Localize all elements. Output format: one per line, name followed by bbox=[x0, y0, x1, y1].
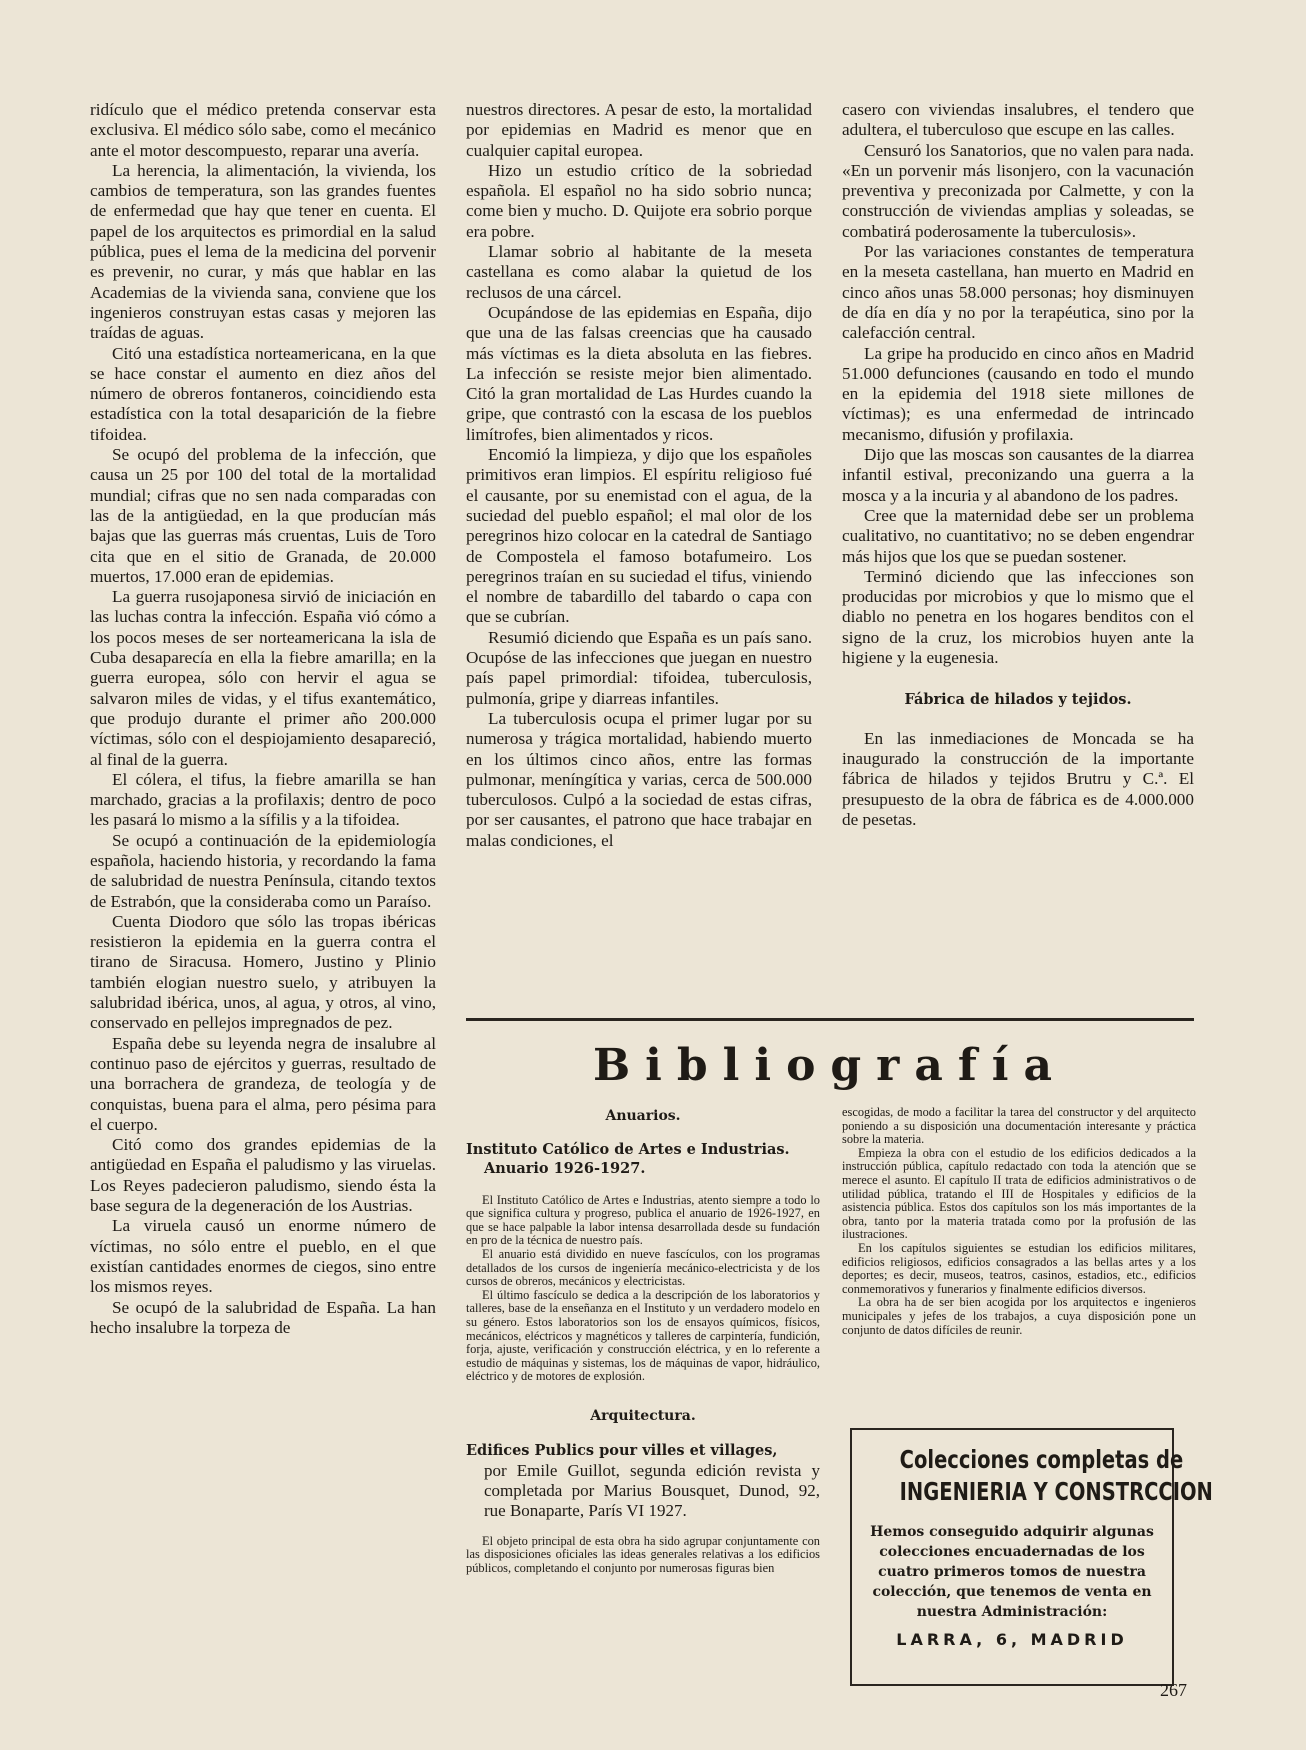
paragraph: Dijo que las moscas son causantes de la diarrea infantil estival, preconizando una guerra a la mosca y a la incuria y al abandono de los padres. bbox=[842, 445, 1194, 505]
book-citation: por Emile Guillot, segunda edición revista y completada por Marius Bousquet, Dunod, 92, rue Bonaparte, París VI 1927. bbox=[484, 1460, 820, 1520]
article-column-3 bbox=[842, 100, 1194, 830]
paragraph: Cuenta Diodoro que sólo las tropas ibéricas resistieron la epidemia en la guerra contra el tirano de Siracusa. Homero, Justino y Plinio también elogian nuestro suelo, y atribuyen la salubridad ibérica, unos, al agua, y otros, al vino, conservado en pellejos impregnados de pez. bbox=[90, 911, 436, 1033]
advert-address: LARRA, 6, MADRID bbox=[896, 1630, 1128, 1649]
advertisement-box bbox=[850, 1428, 1213, 1686]
entry-title-line: Anuario 1926-1927. bbox=[484, 1159, 646, 1177]
paragraph: Cree que la maternidad debe ser un problema cualitativo, no cuantitativo; no se deben engendrar más hijos que los que se puedan sostener. bbox=[842, 505, 1194, 566]
paragraph: Encomió la limpieza, y dijo que los españoles primitivos eran limpios. El espíritu religioso fué el causante, por su enemistad con el agua, de la suciedad del pueblo español; el mal olor de los peregrinos hizo colocar en la catedral de Santiago de Compostela el famoso botafumeiro. Los peregrinos traían en su suciedad el tifus, viniendo el nombre de tabardillo del tabardo o capa con que se cubrían. bbox=[466, 445, 812, 627]
page-number: 267 bbox=[1160, 1680, 1187, 1700]
article-column-1 bbox=[90, 100, 436, 1338]
paragraph: La obra ha de ser bien acogida por los arquitectos e ingenieros municipales y jefes de los trabajos, a cuya disposición pone un conjunto de datos difíciles de reunir. bbox=[842, 1295, 1196, 1337]
section-divider bbox=[466, 1018, 1194, 1021]
paragraph: El anuario está dividido en nueve fascículos, con los programas detallados de los cursos de ingeniería mecánico-electricista y de los cursos de obreros, mecánicos y electricistas. bbox=[466, 1246, 820, 1289]
paragraph: La herencia, la alimentación, la vivienda, los cambios de temperatura, son las grandes fuentes de enfermedad que hay que tener en cuenta. El papel de los arquitectos es primordial en la salud pública, pues el lema de la medicina del porvenir es prevenir, no curar, y más que hablar en las Academias de la vivienda sana, conviene que los ingenieros construyan estas casas y mejoren las traídas de aguas. bbox=[90, 160, 436, 343]
paragraph: Citó una estadística norteamericana, en la que se hace constar el aumento en diez años del número de obreros fontaneros, coincidiendo esta estadística con la total desaparición de la fiebre tifoidea. bbox=[90, 343, 436, 444]
entry-title-line: Instituto Católico de Artes e Industrias. bbox=[466, 1140, 790, 1158]
article-column-2 bbox=[466, 100, 812, 851]
paragraph: Hizo un estudio crítico de la sobriedad española. El español no ha sido sobrio nunca; come bien y mucho. D. Quijote era sobrio porque era pobre. bbox=[466, 160, 812, 241]
paragraph: La gripe ha producido en cinco años en Madrid 51.000 defunciones (causando en todo el mundo en la epidemia del 1918 siete millones de víctimas); es una enfermedad de intrincado mecanismo, difusión y profilaxia. bbox=[842, 343, 1194, 444]
paragraph: Se ocupó del problema de la infección, que causa un 25 por 100 del total de la mortalidad mundial; cifras que no sen nada comparadas con las de la antigüedad, en la que producían más bajas que las guerras más cruentas, Luis de Toro cita que en el sitio de Granada, de 20.000 muertos, 17.000 eran de epidemias. bbox=[90, 445, 436, 586]
paragraph: La guerra rusojaponesa sirvió de iniciación en las luchas contra la infección. España vió cómo a los pocos meses de ser norteamericana la isla de Cuba desaparecía en ella la fiebre amarilla; en la guerra europea, sólo con hervir el agua se salvaron miles de vidas, y el tifus exantemático, que produjo durante el primer año 200.000 víctimas, sólo con el despiojamiento desapareció, al final de la guerra. bbox=[90, 587, 436, 769]
paragraph: Citó como dos grandes epidemias de la antigüedad en España el paludismo y las viruelas. Los Reyes padecieron paludismo, siendo ésta la base segura de la degeneración de los Austrias. bbox=[90, 1135, 436, 1216]
paragraph: España debe su leyenda negra de insalubre al continuo paso de ejércitos y guerras, resultado de una borrachera de grandeza, de teología y de conquistas, buena para el alma, pero pésima para el cuerpo. bbox=[90, 1033, 436, 1134]
paragraph: Censuró los Sanatorios, que no valen para nada. «En un porvenir más lisonjero, con la vacunación preventiva y preconizada por Calmette, y con la construcción de viviendas amplias y soleadas, se combatirá poderosamente la tuberculosis». bbox=[842, 140, 1194, 241]
paragraph: ridículo que el médico pretenda conservar esta exclusiva. El médico sólo sabe, como el mecánico ante el motor descompuesto, reparar una avería. bbox=[90, 100, 436, 160]
section-heading-arquitectura: Arquitectura. bbox=[590, 1407, 696, 1424]
book-title: Edifices Publics pour villes et villages, bbox=[466, 1441, 778, 1459]
paragraph: Se ocupó de la salubridad de España. La han hecho insalubre la torpeza de bbox=[90, 1297, 436, 1337]
bibliography-column-2 bbox=[842, 1106, 1196, 1337]
advert-heading: Colecciones completas de bbox=[899, 1445, 1184, 1474]
book-entry bbox=[466, 1440, 820, 1521]
factory-paragraph: En las inmediaciones de Moncada se ha inaugurado la construcción de la importante fábrica de hilados y tejidos Brutru y C.ª. El presupuesto de la obra de fábrica es de 4.000.000 de pesetas. bbox=[842, 728, 1194, 829]
paragraph: El cólera, el tifus, la fiebre amarilla se han marchado, gracias a la profilaxis; dentro de poco les pasará lo mismo a la sífilis y a la tifoidea. bbox=[90, 769, 436, 830]
bibliography-column-1 bbox=[466, 1110, 820, 1575]
paragraph: La viruela causó un enorme número de víctimas, no sólo entre el pueblo, en el que existían cantidades enormes de ciegos, sino entre los mismos reyes. bbox=[90, 1216, 436, 1297]
paragraph: El Instituto Católico de Artes e Industrias, atento siempre a todo lo que significa cultura y progreso, publica el anuario de 1926-1927, en que se hace palpable la labor intensa desarrollada desde su fundación en pro de la técnica de nuestro país. bbox=[466, 1192, 820, 1248]
section-heading-anuarios: Anuarios. bbox=[605, 1108, 681, 1124]
paragraph: Terminó diciendo que las infecciones son producidas por microbios y que lo mismo que el diablo no penetra en los hogares benditos con el signo de la cruz, los microbios huyen ante la higiene y la eugenesia. bbox=[842, 566, 1194, 668]
advert-heading: INGENIERIA Y CONSTRCCION bbox=[899, 1477, 1213, 1506]
paragraph: En los capítulos siguientes se estudian los edificios militares, edificios religiosos, edificios consagrados a las bellas artes y a los deportes; es decir, museos, teatros, casinos, estadios, etc., edificios conmemorativos y funerarios y finalmente edificios diversos. bbox=[842, 1240, 1196, 1296]
paragraph: Llamar sobrio al habitante de la meseta castellana es como alabar la quietud de los reclusos de una cárcel. bbox=[466, 242, 812, 302]
paragraph: Resumió diciendo que España es un país sano. Ocupóse de las infecciones que juegan en nuestro país papel primordial: tifoidea, tuberculosis, pulmonía, gripe y diarreas infantiles. bbox=[466, 627, 812, 708]
advert-body: Hemos conseguido adquirir algunas colecciones encuadernadas de los cuatro primeros tomos de nuestra colección, que tenemos de venta en nuestra Administración: bbox=[870, 1524, 1154, 1620]
paragraph: casero con viviendas insalubres, el tendero que adultera, el tuberculoso que escupe en las calles. bbox=[842, 100, 1194, 140]
entry-title bbox=[466, 1140, 820, 1178]
bibliography-title: Bibliografía bbox=[592, 1040, 1068, 1091]
paragraph: El último fascículo se dedica a la descripción de los laboratorios y talleres, base de la enseñanza en el Instituto y un verdadero modelo en su género. Estos laboratorios son los de ensayos químicos, físicos, mecánicos, eléctricos y magnéticos y talleres de carpintería, fundición, forja, ajuste, verificación y construcción eléctrica, y en lo referente a estudio de máquinas y sistemas, los de máquinas de vapor, hidráulico, eléctrico y de motores de explosión. bbox=[466, 1287, 820, 1384]
paragraph: Por las variaciones constantes de temperatura en la meseta castellana, han muerto en Madrid en cinco años unas 58.000 personas; hoy disminuyen de día en día y no por la terapéutica, sino por la calefacción central. bbox=[842, 242, 1194, 343]
paragraph: La tuberculosis ocupa el primer lugar por su numerosa y trágica mortalidad, habiendo muerto en los últimos cinco años, entre las formas pulmonar, meníngítica y varias, cerca de 500.000 tuberculosos. Culpó a la sociedad de estas cifras, por ser causantes, el patrono que hace trabajar en malas condiciones, el bbox=[466, 708, 812, 850]
paragraph: escogidas, de modo a facilitar la tarea del constructor y del arquitecto poniendo a su disposición una documentación interesante y práctica sobre la materia. bbox=[842, 1105, 1196, 1147]
paragraph: El objeto principal de esta obra ha sido agrupar conjuntamente con las disposiciones oficiales las ideas generales relativas a los edificios públicos, completando el conjunto por numerosas figuras bien bbox=[466, 1533, 820, 1575]
paragraph: Empieza la obra con el estudio de los edificios dedicados a la instrucción pública, capítulo redactado con toda la atención que se merece el asunto. El capítulo II trata de edificios administrativos o de utilidad pública, tratando el III de Hospitales y edificios de la asistencia pública. Estos dos capítulos son los más importantes de la obra, tanto por la materia tratada como por la profusión de las ilustraciones. bbox=[842, 1145, 1196, 1242]
paragraph: nuestros directores. A pesar de esto, la mortalidad por epidemias en Madrid es menor que en cualquier capital europea. bbox=[466, 100, 812, 160]
paragraph: Ocupándose de las epidemias en España, dijo que una de las falsas creencias que ha causado más víctimas es la dieta absoluta en las fiebres. La infección se resiste mejor bien alimentado. Citó la gran mortalidad de Las Hurdes cuando la gripe, que contrastó con la escasa de los pueblos limítrofes, bien alimentados y ricos. bbox=[466, 302, 812, 444]
factory-heading: Fábrica de hilados y tejidos. bbox=[904, 691, 1132, 709]
paragraph: Se ocupó a continuación de la epidemiología española, haciendo historia, y recordando la fama de salubridad de nuestra Península, citando textos de Estrabón, que la consideraba como un Paraíso. bbox=[90, 830, 436, 911]
